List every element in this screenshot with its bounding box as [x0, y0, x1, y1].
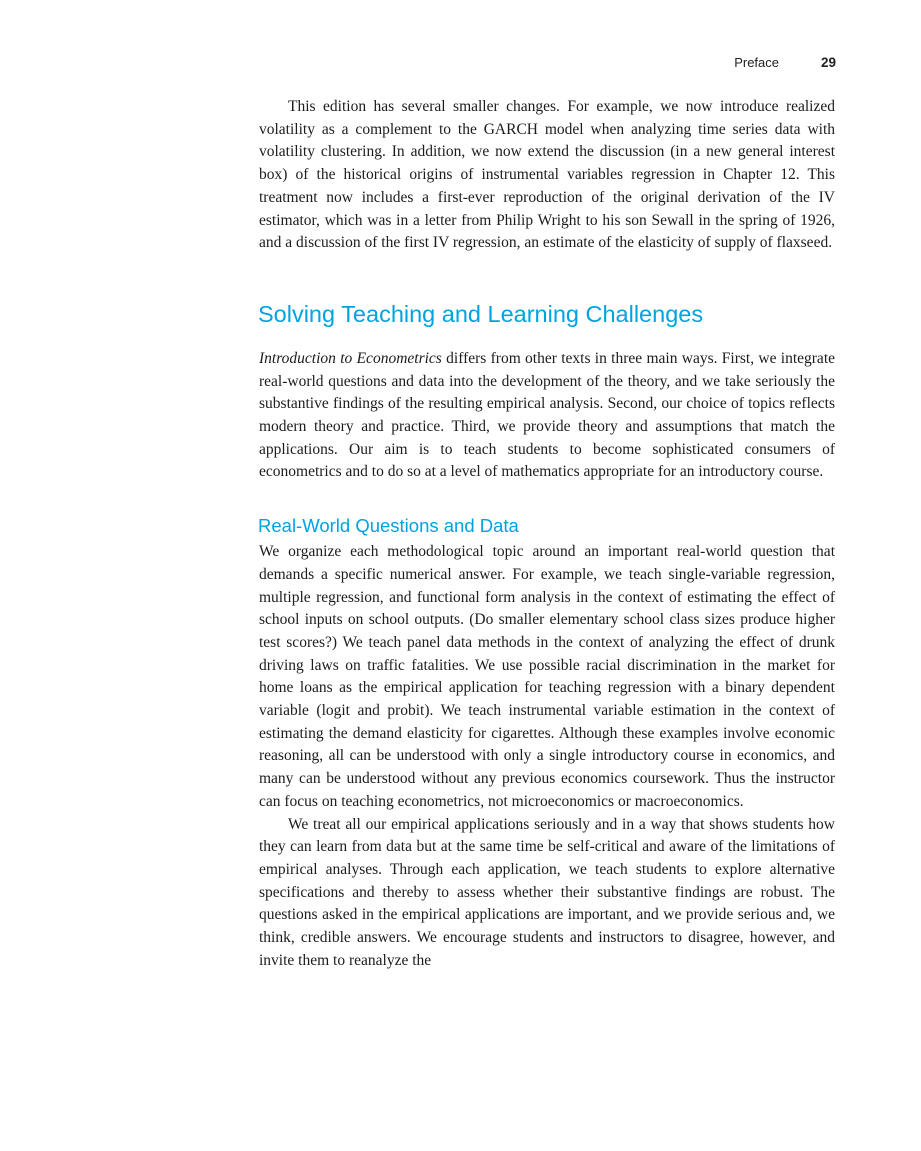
section-heading: Solving Teaching and Learning Challenges [258, 300, 704, 327]
running-head: Preface [734, 55, 779, 70]
page-header [0, 55, 836, 73]
section-paragraph [259, 348, 835, 484]
intro-paragraph: This edition has several smaller changes. For example, we now introduce realized volatility as a complement to the GARCH model when analyzing time series data with volatility clustering. In addition, we now extend the discussion (in a new general interest box) of the historical origins of instrumental variables regression in Chapter 12. This treatment now includes a first-ever reproduction of the original derivation of the IV estimator, which was in a letter from Philip Wright to his son Sewall in the spring of 1926, and a discussion of the first IV regression, an estimate of the elasticity of supply of flaxseed. [259, 98, 835, 252]
book-title-italic: Introduction to Econometrics [259, 349, 442, 367]
page-content [259, 96, 835, 973]
subsection-paragraph-2: We treat all our empirical applications seriously and in a way that shows students how they can learn from data but at the same time be self-critical and aware of the limitations of empirical analyses. Through each application, we teach students to explore alternative specifications and thereby to assess whether their substantive findings are robust. The questions asked in the empirical applications are important, and we provide serious and, we think, credible answers. We encourage students and instructors to disagree, however, and invite them to reanalyze the [259, 815, 835, 969]
section-paragraph-text: differs from other texts in three main ways. First, we integrate real-world questions and data into the development of the theory, and we take seriously the substantive findings of the resulting empirical analysis. Second, our choice of topics reflects modern theory and practice. Third, we provide theory and assumptions that match the applications. Our aim is to teach students to become sophisticated consumers of econometrics and to do so at a level of mathematics appropriate for an introductory course. [259, 349, 836, 481]
subsection-paragraph-1: We organize each methodological topic around an important real-world question that demands a specific numerical answer. For example, we teach single-variable regression, multiple regression, and functional form analysis in the context of estimating the effect of school inputs on school outputs. (Do smaller elementary school class sizes produce higher test scores?) We teach panel data methods in the context of analyzing the effect of drunk driving laws on traffic fatalities. We use possible racial discrimination in the market for home loans as the empirical application for teaching regression with a binary dependent variable (logit and probit). We teach instrumental variable estimation in the context of estimating the demand elasticity for cigarettes. Although these examples involve economic reasoning, all can be understood with only a single introductory course in economics, and many can be understood without any previous economics coursework. Thus the instructor can focus on teaching econometrics, not microeconomics or macroeconomics. [259, 543, 835, 810]
page-number: 29 [820, 55, 836, 70]
subsection-heading: Real-World Questions and Data [258, 515, 519, 537]
